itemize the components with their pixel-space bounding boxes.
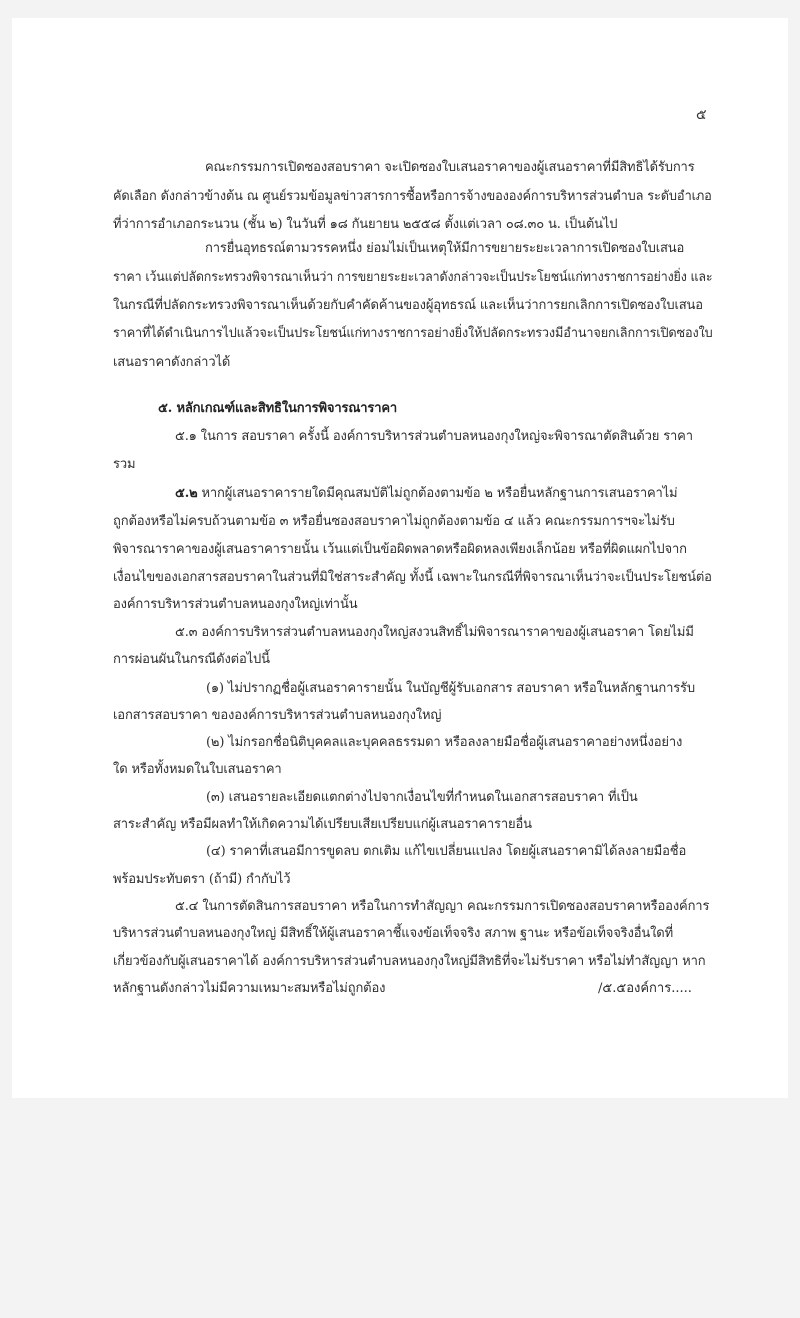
clause-5-4-line: บริหารส่วนตำบลหนองกุงใหญ่ มีสิทธิ์ให้ผู้เสนอราคาชี้แจงข้อเท็จจริง สภาพ ฐานะ หรือข้อเท็จจริงอื่นใดที่ <box>113 926 674 941</box>
paragraph-line: คณะกรรมการเปิดซองสอบราคา จะเปิดซองใบเสนอราคาของผู้เสนอราคาที่มีสิทธิได้รับการ <box>205 160 695 175</box>
list-item-line: (๒) ไม่กรอกชื่อนิติบุคคลและบุคคลธรรมดา หรือลงลายมือชื่อผู้เสนอราคาอย่างหนึ่งอย่าง <box>206 735 683 750</box>
page-number: ๕ <box>696 107 707 123</box>
paragraph-line: คัดเลือก ดังกล่าวข้างต้น ณ ศูนย์รวมข้อมูลข่าวสารการซื้อหรือการจ้างขององค์การบริหารส่วนตำบล ระดับอำเภอ <box>113 189 712 204</box>
paragraph-line: ในกรณีที่ปลัดกระทรวงพิจารณาเห็นด้วยกับคำคัดค้านของผู้อุทธรณ์ และเห็นว่าการยกเลิกการเปิดซองใบเสนอ <box>113 298 703 313</box>
clause-5-2-number: ๕.๒ <box>175 486 198 501</box>
clause-5-2-first-line <box>175 486 677 502</box>
clause-5-1-line: รวม <box>113 457 136 472</box>
list-item-line: (๔) ราคาที่เสนอมีการขูดลบ ตกเติม แก้ไขเปลี่ยนแปลง โดยผู้เสนอราคามิได้ลงลายมือชื่อ <box>206 844 687 859</box>
list-item-line: เอกสารสอบราคา ขององค์การบริหารส่วนตำบลหนองกุงใหญ่ <box>113 708 442 723</box>
clause-5-2-text: หากผู้เสนอราคารายใดมีคุณสมบัติไม่ถูกต้องตามข้อ ๒ หรือยื่นหลักฐานการเสนอราคาไม่ <box>201 486 678 501</box>
paragraph-line: เสนอราคาดังกล่าวได้ <box>113 355 231 370</box>
list-item-line: สาระสำคัญ หรือมีผลทำให้เกิดความได้เปรียบเสียเปรียบแก่ผู้เสนอราคารายอื่น <box>113 817 532 832</box>
list-item-line: (๓) เสนอรายละเอียดแตกต่างไปจากเงื่อนไขที่กำหนดในเอกสารสอบราคา ที่เป็น <box>206 790 638 805</box>
paragraph-line: ราคาที่ได้ดำเนินการไปแล้วจะเป็นประโยชน์แก่ทางราชการอย่างยิ่งให้ปลัดกระทรวงมีอำนาจยกเลิกการเปิดซองใบ <box>113 326 713 341</box>
clause-5-4-line: หลักฐานดังกล่าวไม่มีความเหมาะสมหรือไม่ถูกต้อง <box>113 981 386 996</box>
list-item-line: (๑) ไม่ปรากฏชื่อผู้เสนอราคารายนั้น ในบัญชีผู้รับเอกสาร สอบราคา หรือในหลักฐานการรับ <box>206 681 695 696</box>
continuation-marker: /๕.๕องค์การ..... <box>598 981 692 996</box>
clause-5-2-line: เงื่อนไขของเอกสารสอบราคาในส่วนที่มิใช่สาระสำคัญ ทั้งนี้ เฉพาะในกรณีที่พิจารณาเห็นว่าจะเป็นประโยชน์ต่อ <box>113 570 712 585</box>
clause-5-2-line: ถูกต้องหรือไม่ครบถ้วนตามข้อ ๓ หรือยื่นซองสอบราคาไม่ถูกต้องตามข้อ ๔ แล้ว คณะกรรมการฯจะไม่รับ <box>113 514 675 529</box>
list-item-line: พร้อมประทับตรา (ถ้ามี) กำกับไว้ <box>113 872 291 887</box>
clause-5-2-line: พิจารณาราคาของผู้เสนอราคารายนั้น เว้นแต่เป็นข้อผิดพลาดหรือผิดหลงเพียงเล็กน้อย หรือที่ผิดแผกไปจาก <box>113 542 687 557</box>
paragraph-line: ราคา เว้นแต่ปลัดกระทรวงพิจารณาเห็นว่า การขยายระยะเวลาดังกล่าวจะเป็นประโยชน์แก่ทางราชการอย่างยิ่ง และ <box>113 270 713 285</box>
clause-5-3-line: ๕.๓ องค์การบริหารส่วนตำบลหนองกุงใหญ่สงวนสิทธิ์ไม่พิจารณาราคาของผู้เสนอราคา โดยไม่มี <box>175 625 694 640</box>
clause-5-1-line: ๕.๑ ในการ สอบราคา ครั้งนี้ องค์การบริหารส่วนตำบลหนองกุงใหญ่จะพิจารณาตัดสินด้วย ราคา <box>175 429 693 444</box>
clause-5-4-line: เกี่ยวข้องกับผู้เสนอราคาได้ องค์การบริหารส่วนตำบลหนองกุงใหญ่มีสิทธิที่จะไม่รับราคา หรือไม่ทำสัญญา หาก <box>113 954 706 969</box>
section-heading: ๕. หลักเกณฑ์และสิทธิในการพิจารณาราคา <box>158 401 398 416</box>
clause-5-4-line: ๕.๔ ในการตัดสินการสอบราคา หรือในการทำสัญญา คณะกรรมการเปิดซองสอบราคาหรือองค์การ <box>175 899 710 914</box>
list-item-line: ใด หรือทั้งหมดในใบเสนอราคา <box>113 762 282 777</box>
clause-5-3-line: การผ่อนผันในกรณีดังต่อไปนี้ <box>113 652 270 667</box>
clause-5-2-line: องค์การบริหารส่วนตำบลหนองกุงใหญ่เท่านั้น <box>113 597 358 612</box>
paragraph-line: การยื่นอุทธรณ์ตามวรรคหนึ่ง ย่อมไม่เป็นเหตุให้มีการขยายระยะเวลาการเปิดซองใบเสนอ <box>205 241 685 256</box>
paragraph-line: ที่ว่าการอำเภอกระนวน (ชั้น ๒) ในวันที่ ๑๘ กันยายน ๒๕๕๘ ตั้งแต่เวลา ๐๘.๓๐ น. เป็นต้นไป <box>113 217 618 232</box>
